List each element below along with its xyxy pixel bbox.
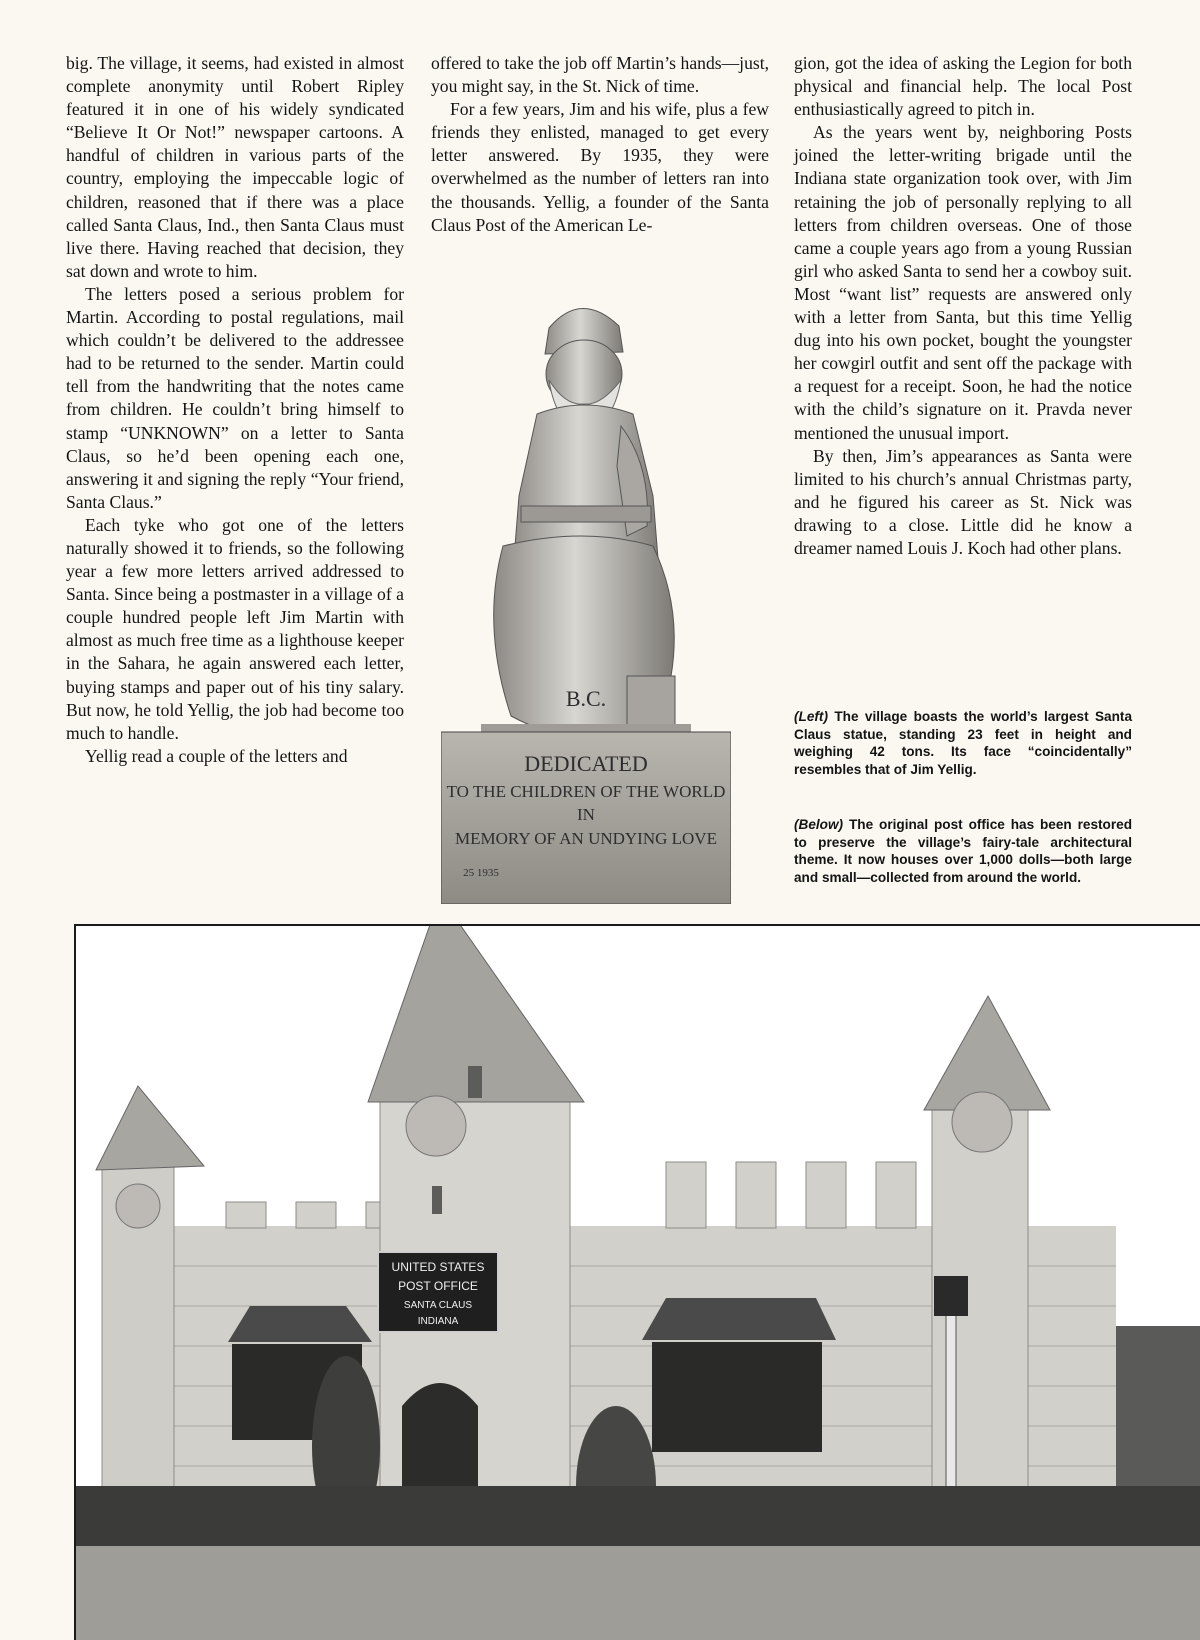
paragraph: Yellig read a couple of the letters and xyxy=(85,745,348,766)
caption-text: The village boasts the world’s largest Santa Claus statue, standing 23 feet in height and weighing 42 tons. Its face “coincidentally” resembles that of Jim Yellig. xyxy=(794,709,1133,777)
pedestal-line-1: DEDICATED xyxy=(524,751,648,776)
pedestal-line-2: TO THE CHILDREN OF THE WORLD xyxy=(446,782,726,801)
caption-label: (Left) xyxy=(794,709,828,724)
caption-text: The original post office has been restored to preserve the village’s fairy-tale architectural theme. It now houses over 1,000 dolls—both large and small—collected from around the world. xyxy=(794,817,1133,885)
pedestal-line-3: IN xyxy=(577,805,595,824)
caption-label: (Below) xyxy=(794,817,844,832)
paragraph: offered to take the job off Martin’s hands—just, you might say, in the St. Nick of time. xyxy=(431,53,769,97)
text-column-1 xyxy=(66,52,404,768)
paragraph: big. The village, it seems, had existed in almost complete anonymity until Robert Ripley featured it in one of his widely syndicated “Believe It Or Not!” newspaper cartoons. A handful of children in various parts of the country, employing the impeccable logic of children, reasoned that if there was a place called Santa Claus, Ind., then Santa Claus must live there. Having reached that decision, they sat down and wrote to him. xyxy=(66,53,404,281)
sign-line-2: POST OFFICE xyxy=(398,1279,478,1293)
paragraph: Each tyke who got one of the letters naturally showed it to friends, so the following year a few more letters arrived addressed to Santa. Since being a postmaster in a village of a couple hundred people left Jim Martin with almost as much free time as a lighthouse keeper in the Sahara, he again answered each letter, buying stamps and paper out of his tiny salary. But now, he told Yellig, the job had become too much to handle. xyxy=(66,514,404,743)
paragraph: For a few years, Jim and his wife, plus a few friends they enlisted, managed to get every letter answered. By 1935, they were overwhelmed as the number of letters ran into the thousands. Yellig, a founder of the Santa Claus Post of the American Le- xyxy=(431,99,769,235)
caption-below xyxy=(794,816,1132,886)
text-column-3 xyxy=(794,52,1132,560)
caption-left xyxy=(794,708,1132,778)
santa-statue-image xyxy=(441,296,731,904)
pedestal-date: 25 1935 xyxy=(463,867,499,879)
sign-line-3: SANTA CLAUS xyxy=(403,1300,473,1311)
santa-statue-photo xyxy=(441,296,731,904)
pedestal-line-4: MEMORY OF AN UNDYING LOVE xyxy=(455,829,717,848)
paragraph: By then, Jim’s appearances as Santa were limited to his church’s annual Christmas party, and he figured his career as St. Nick was drawing to a close. Little did he know a dreamer named Louis J. Koch had other plans. xyxy=(794,445,1132,558)
sign-line-4: INDIANA xyxy=(417,1316,459,1327)
paragraph: gion, got the idea of asking the Legion for both physical and financial help. The local Post enthusiastically agreed to pitch in. xyxy=(794,53,1132,120)
post-office-photo xyxy=(74,924,1200,1640)
sack-initials: B.C. xyxy=(565,686,607,711)
sign-line-1: UNITED STATES xyxy=(391,1260,485,1274)
text-column-2 xyxy=(431,52,769,237)
paragraph: The letters posed a serious problem for Martin. According to postal regulations, mail which couldn’t be delivered to the addressee had to be returned to the sender. Martin could tell from the handwriting that the notes came from children. He couldn’t bring himself to stamp “UNKNOWN” on a letter to Santa Claus, so he’d been opening each one, answering it and signing the reply “Your friend, Santa Claus.” xyxy=(66,283,404,512)
post-office-image xyxy=(76,926,1200,1640)
paragraph: As the years went by, neighboring Posts joined the letter-writing brigade until the Indiana state organization took over, with Jim retaining the job of personally replying to all letters from children overseas. One of those came a couple years ago from a young Russian girl who asked Santa to send her a cowboy suit. Most “want list” requests are answered only with a letter from Santa, but this time Yellig dug into his own pocket, bought the youngster her cowgirl outfit and sent off the package with a request for a receipt. Soon, he had the notice with the child’s signature on it. Pravda never mentioned the unusual import. xyxy=(794,122,1132,443)
